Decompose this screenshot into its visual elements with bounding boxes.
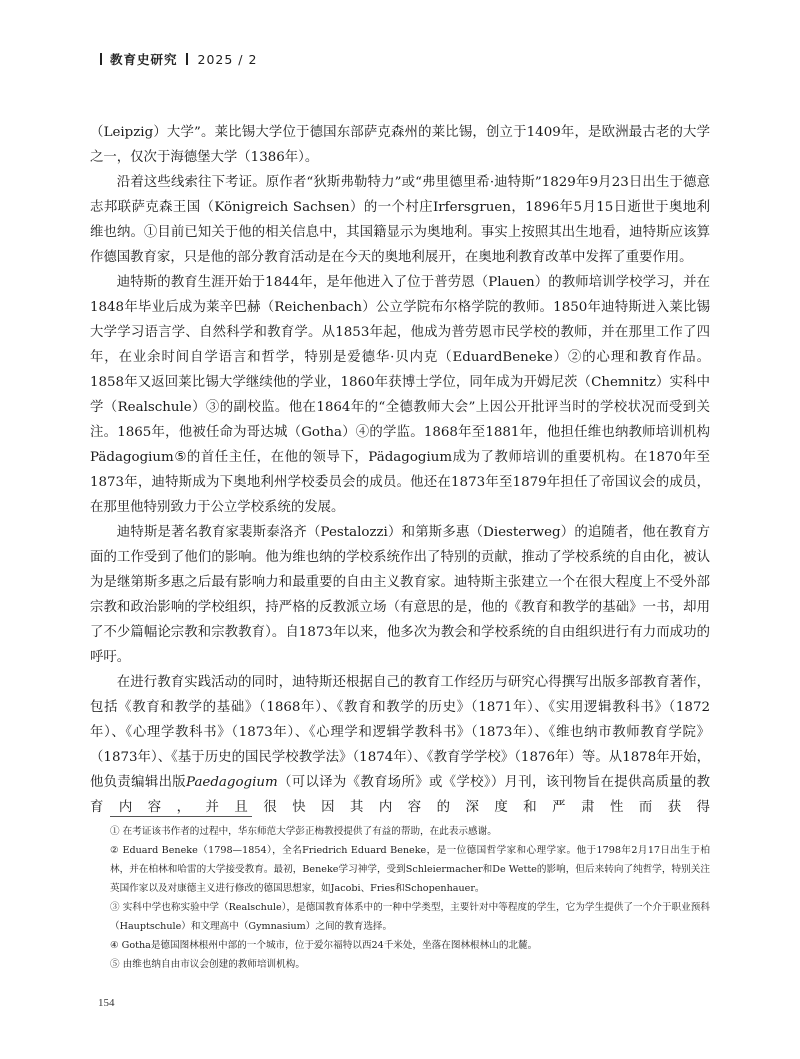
paragraph-1: （Leipzig）大学”。莱比锡大学位于德国东部萨克森州的莱比锡，创立于1409年，是欧洲最古老的大学之一，仅次于海德堡大学（1386年）。 [90, 125, 710, 165]
journal-title: 教育史研究 [110, 52, 178, 67]
paragraph-5: 在进行教育实践活动的同时，迪特斯还根据自己的教育工作经历与研究心得撰写出版多部教育著作，包括《教育和教学的基础》（1868年）、《教育和教学的历史》（1871年）、《实用逻辑教科书》（1872年）、《心理学教科书》（1873年）、《心理学和逻辑学教科书》（1873年）、《维也纳市教师教育学院》（1873年）、《基于历史的国民学校教学法》（1874年）、《教育学学校》（1876年）等。从1878年开始，他负责编辑出版Paedagogium（可以译为《教育场所》或《学校》）月刊，该刊物旨在提供高质量的教育内容，并且很快因其内容的深度和严肃性而获得 [90, 675, 710, 815]
paragraph-2: 沿着这些线索往下考证。原作者“狄斯弗勒特力”或“弗里德里希·迪特斯”1829年9月23日出生于德意志邦联萨克森王国（Königreich Sachsen）的一个村庄Irfersgruen，1896年5月15日逝世于奥地利维也纳。①目前已知关于他的相关信息中，其国籍显示为奥地利。事实上按照其出生地看，迪特斯应该算作德国教育家，只是他的部分教育活动是在今天的奥地利展开，在奥地利教育改革中发挥了重要作用。 [90, 175, 710, 265]
footnote-separator [110, 816, 252, 817]
footnote-2: ② Eduard Beneke（1798—1854），全名Friedrich Eduard Beneke，是一位德国哲学家和心理学家。他于1798年2月17日出生于柏林，并在柏林和哈雷的大学接受教育。最初，Beneke学习神学，受到Schleiermacher和De Wette的影响，但后来转向了纯哲学，特别关注英国作家以及对康德主义进行修改的德国思想家，如Jacobi、Fries和Schopenhauer。 [110, 845, 710, 894]
footnote-1: ① 在考证该书作者的过程中，华东师范大学彭正梅教授提供了有益的帮助，在此表示感谢。 [110, 826, 497, 837]
footnote-5: ⑤ 由维也纳自由市议会创建的教师培训机构。 [110, 959, 305, 970]
journal-issue: 2025 / 2 [197, 51, 258, 67]
footnote-4: ④ Gotha是德国图林根州中部的一个城市，位于爱尔福特以西24千米处，坐落在图林根林山的北麓。 [110, 940, 538, 951]
footnotes [110, 822, 710, 974]
periodical-title: Paedagogium [186, 775, 278, 790]
paragraph-4: 迪特斯是著名教育家裴斯泰洛齐（Pestalozzi）和第斯多惠（Diesterweg）的追随者，他在教育方面的工作受到了他们的影响。他为维也纳的学校系统作出了特别的贡献，推动了学校系统的自由化，被认为是继第斯多惠之后最有影响力和最重要的自由主义教育家。迪特斯主张建立一个在很大程度上不受外部宗教和政治影响的学校组织，持严格的反教派立场（有意思的是，他的《教育和教学的基础》一书，却用了不少篇幅论宗教和宗教教育）。自1873年以来，他多次为教会和学校系统的自由组织进行有力而成功的呼吁。 [90, 525, 710, 665]
body-text [90, 120, 710, 820]
running-header [100, 50, 257, 68]
footnote-3: ③ 实科中学也称实验中学（Realschule），是德国教育体系中的一种中学类型，主要针对中等程度的学生，它为学生提供了一个介于职业预科（Hauptschule）和文理高中（Gymnasium）之间的教育选择。 [110, 902, 710, 932]
paragraph-3: 迪特斯的教育生涯开始于1844年，是年他进入了位于普劳恩（Plauen）的教师培训学校学习，并在1848年毕业后成为莱辛巴赫（Reichenbach）公立学院布尔格学院的教师。1850年迪特斯进入莱比锡大学学习语言学、自然科学和教育学。从1853年起，他成为普劳恩市民学校的教师，并在那里工作了四年，在业余时间自学语言和哲学，特别是爱德华·贝内克（EduardBeneke）②的心理和教育作品。1858年又返回莱比锡大学继续他的学业，1860年获博士学位，同年成为开姆尼茨（Chemnitz）实科中学（Realschule）③的副校监。他在1864年的“全德教师大会”上因公开批评当时的学校状况而受到关注。1865年，他被任命为哥达城（Gotha）④的学监。1868年至1881年，他担任维也纳教师培训机构Pädagogium⑤的首任主任，在他的领导下，Pädagogium成为了教师培训的重要机构。在1870年至1873年，迪特斯成为下奥地利州学校委员会的成员。他还在1873年至1879年担任了帝国议会的成员，在那里他特别致力于公立学校系统的发展。 [90, 275, 710, 515]
header-divider [186, 53, 188, 65]
page-number: 154 [98, 997, 115, 1009]
header-divider [100, 53, 102, 65]
